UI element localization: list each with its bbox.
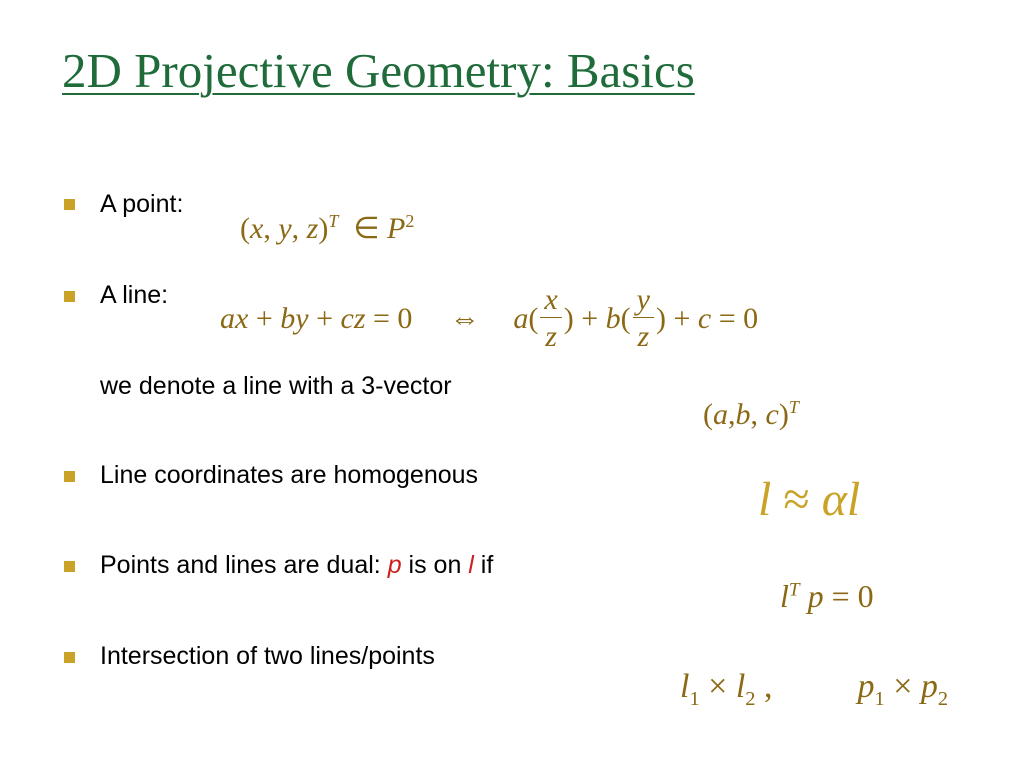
bullet-line-label: A line:	[100, 281, 169, 309]
equation-intersection: $l_1 \times l_2$ , $p_1 \times p_2$	[680, 668, 949, 710]
bullet-homogenous-label: Line coordinates are homogenous	[100, 461, 479, 489]
equation-point: (x, y, z)$^T$ ∈ $P^2$	[240, 211, 415, 245]
equation-homogenous: l ≈ αl	[758, 473, 861, 526]
bullet-marker	[64, 652, 75, 663]
bullet-marker	[64, 291, 75, 302]
bullet-point-label: A point:	[100, 190, 184, 218]
equation-duality: $l^T$ p = 0	[780, 578, 874, 614]
bullet-duality-label: Points and lines are dual: p is on l if	[100, 551, 494, 579]
bullet-marker	[64, 561, 75, 572]
line-symbol: l	[468, 551, 474, 579]
bullet-marker	[64, 199, 75, 210]
bullet-marker	[64, 471, 75, 482]
bullet-intersection-label: Intersection of two lines/points	[100, 642, 435, 670]
point-symbol: p	[387, 551, 402, 579]
equation-line: ax + by + cz = 0 ⇔ a( $\frac{x}{z}$ ) + b( $\frac{y}{z}$ ) + c = 0	[220, 283, 759, 353]
line-vector-note: we denote a line with a 3-vector	[100, 372, 452, 400]
slide-title: 2D Projective Geometry: Basics	[62, 43, 695, 98]
equation-line-vector: (a,b, c)$^T$	[703, 397, 799, 431]
